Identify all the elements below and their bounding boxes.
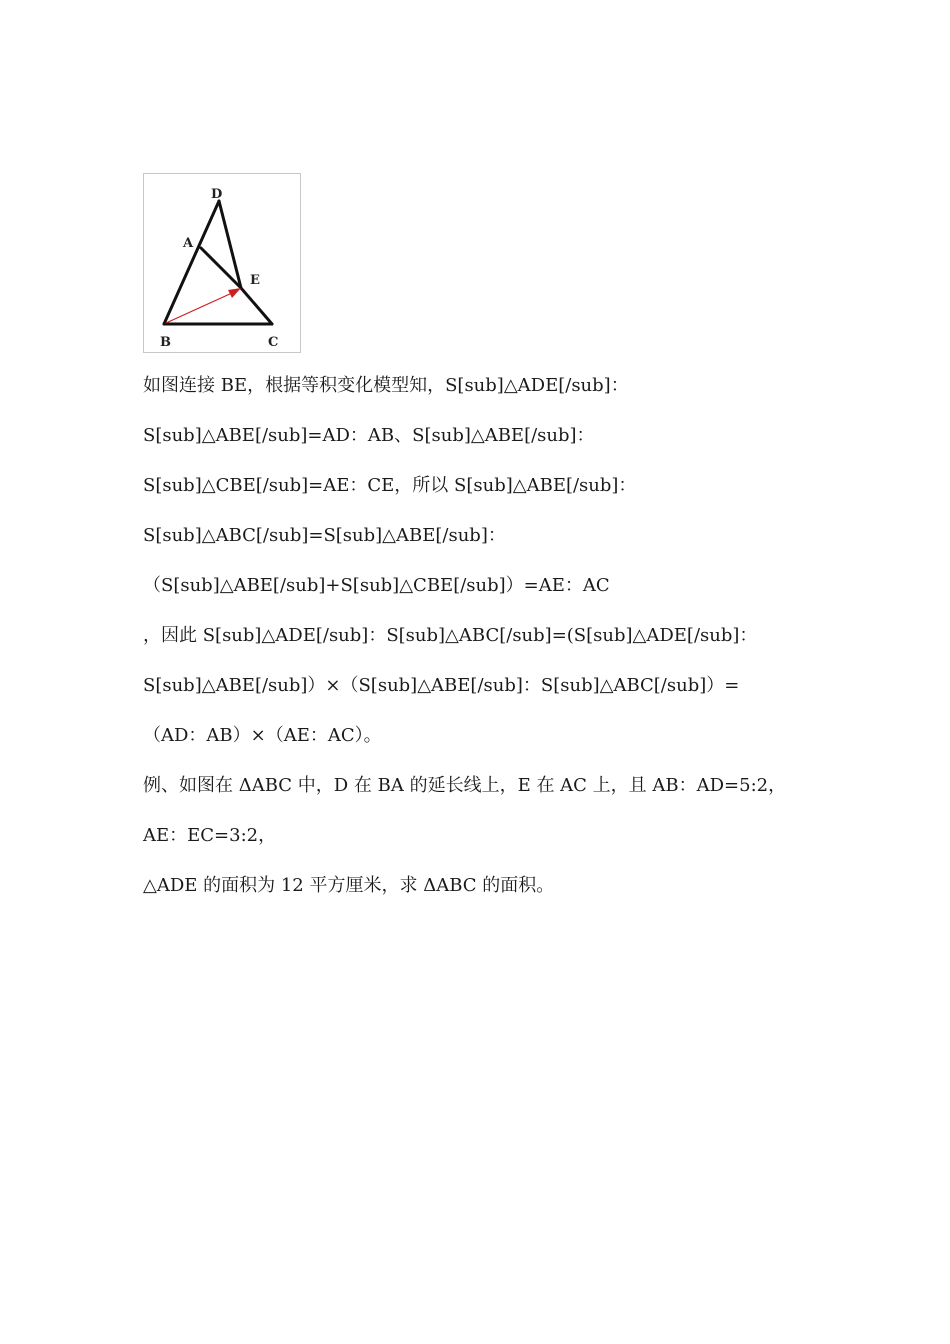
paragraph-line: S[sub]△CBE[/sub]=AE：CE，所以 S[sub]△ABE[/sub]： (143, 475, 637, 496)
paragraph-line: （S[sub]△ABE[/sub]+S[sub]△CBE[/sub]）=AE：AC (143, 575, 610, 596)
example-line: AE：EC=3:2， (143, 825, 277, 846)
arrowhead-icon (228, 288, 241, 298)
paragraph-line: ，因此 S[sub]△ADE[/sub]：S[sub]△ABC[/sub]=(S[sub]△ADE[/sub]： (143, 625, 758, 646)
paragraph-line: （AD：AB）×（AE：AC）。 (143, 725, 382, 746)
triangle-diagram (144, 174, 302, 354)
label-C: C (268, 335, 279, 350)
label-A: A (183, 236, 194, 251)
paragraph-line: S[sub]△ABE[/sub]=AD：AB、S[sub]△ABE[/sub]： (143, 425, 595, 446)
label-D: D (211, 187, 223, 202)
example-line: 例、如图在 ΔABC 中，D 在 BA 的延长线上，E 在 AC 上，且 AB：AD=5:2， (143, 775, 787, 796)
example-line: △ADE 的面积为 12 平方厘米，求 ΔABC 的面积。 (143, 875, 555, 896)
body-text (143, 368, 843, 918)
paragraph-line: 如图连接 BE，根据等积变化模型知，S[sub]△ADE[/sub]： (143, 375, 629, 396)
segment-BD (164, 201, 219, 324)
paragraph-line: S[sub]△ABE[/sub]）×（S[sub]△ABE[/sub]：S[sub]△ABC[/sub]）= (143, 675, 740, 696)
label-B: B (160, 335, 171, 350)
label-E: E (250, 273, 260, 288)
triangle-figure (143, 173, 301, 353)
segment-EC (241, 288, 272, 324)
paragraph-line: S[sub]△ABC[/sub]=S[sub]△ABE[/sub]： (143, 525, 506, 546)
